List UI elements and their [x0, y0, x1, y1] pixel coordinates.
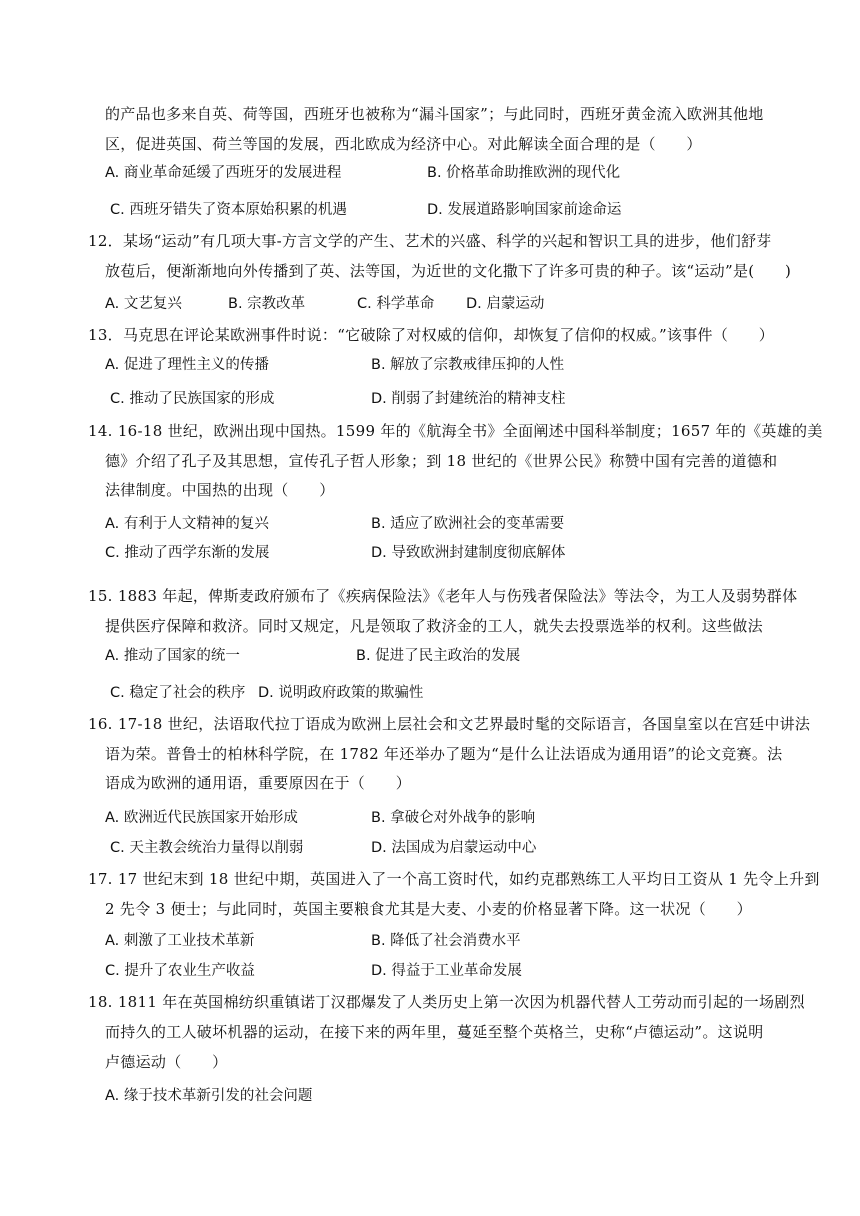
q14-option-b: B. 适应了欧洲社会的变革需要: [371, 516, 565, 532]
q12-option-a: A. 文艺复兴: [105, 296, 182, 312]
q15-stem-line-2: 提供医疗保障和救济。同时又规定，凡是领取了救济金的工人，就失去投票选举的权利。这些做法: [105, 617, 763, 635]
q12-option-b: B. 宗教改革: [228, 296, 306, 312]
q17-option-d: D. 得益于工业革命发展: [371, 963, 522, 979]
q18-stem-line-1: 18. 1811 年在英国棉纺织重镇诺丁汉郡爆发了人类历史上第一次因为机器代替人工劳动而引起的一场剧烈: [88, 993, 805, 1011]
q11-option-b: B. 价格革命助推欧洲的现代化: [427, 165, 621, 181]
q12-stem-line-1: 12．某场“运动”有几项大事-方言文学的产生、艺术的兴盛、科学的兴起和智识工具的进步，他们舒芽: [88, 232, 772, 250]
q14-stem-line-2: 德》介绍了孔子及其思想，宣传孔子哲人形象；到 18 世纪的《世界公民》称赞中国有完善的道德和: [105, 452, 778, 470]
q15-option-c: C. 稳定了社会的秩序: [110, 685, 246, 701]
q12-option-c: C. 科学革命: [357, 296, 435, 312]
q12-option-d: D. 启蒙运动: [466, 296, 545, 312]
q14-option-a: A. 有利于人文精神的复兴: [105, 516, 269, 532]
q16-stem-line-3: 语成为欧洲的通用语，重要原因在于（ ）: [105, 774, 412, 792]
q13-option-b: B. 解放了宗教戒律压抑的人性: [371, 357, 565, 373]
q13-option-a: A. 促进了理性主义的传播: [105, 357, 269, 373]
q11-stem-line-2: 区，促进英国、荷兰等国的发展，西北欧成为经济中心。对此解读全面合理的是（ ）: [105, 135, 702, 153]
q15-option-b: B. 促进了民主政治的发展: [356, 648, 521, 664]
q16-option-a: A. 欧洲近代民族国家开始形成: [105, 810, 298, 826]
q17-option-b: B. 降低了社会消费水平: [371, 933, 521, 949]
q13-option-c: C. 推动了民族国家的形成: [110, 391, 275, 407]
q17-option-a: A. 刺激了工业技术革新: [105, 933, 255, 949]
q14-stem-line-1: 14. 16-18 世纪，欧洲出现中国热。1599 年的《航海全书》全面阐述中国科举制度；1657 年的《英雄的美: [88, 422, 823, 440]
q16-stem-line-1: 16. 17-18 世纪，法语取代拉丁语成为欧洲上层社会和文艺界最时髦的交际语言，各国皇室以在宫廷中讲法: [88, 715, 811, 733]
q16-option-d: D. 法国成为启蒙运动中心: [371, 840, 537, 856]
q15-option-d: D. 说明政府政策的欺骗性: [258, 685, 424, 701]
q17-stem-line-2: 2 先令 3 便士；与此同时，英国主要粮食尤其是大麦、小麦的价格显著下降。这一状况（ ）: [105, 900, 752, 918]
q16-option-b: B. 拿破仑对外战争的影响: [371, 810, 536, 826]
q16-stem-line-2: 语为荣。普鲁士的柏林科学院，在 1782 年还举办了题为“是什么让法语成为通用语”的论文竞赛。法: [105, 745, 783, 763]
q16-option-c: C. 天主教会统治力量得以削弱: [110, 840, 304, 856]
q13-stem-line-1: 13．马克思在评论某欧洲事件时说：“它破除了对权威的信仰，却恢复了信仰的权威。”该事件（ ）: [88, 326, 775, 344]
q18-stem-line-2: 而持久的工人破坏机器的运动，在接下来的两年里，蔓延至整个英格兰，史称“卢德运动”。这说明: [105, 1023, 764, 1041]
q14-option-d: D. 导致欧洲封建制度彻底解体: [371, 545, 566, 561]
q14-stem-line-3: 法律制度。中国热的出现（ ）: [105, 481, 335, 499]
q17-stem-line-1: 17. 17 世纪末到 18 世纪中期，英国进入了一个高工资时代，如约克郡熟练工人平均日工资从 1 先令上升到: [88, 870, 820, 888]
q11-option-a: A. 商业革命延缓了西班牙的发展进程: [105, 165, 342, 181]
q18-stem-line-3: 卢德运动（ ）: [105, 1053, 228, 1071]
q17-option-c: C. 提升了农业生产收益: [105, 963, 255, 979]
q11-option-c: C. 西班牙错失了资本原始积累的机遇: [110, 202, 347, 218]
q15-option-a: A. 推动了国家的统一: [105, 648, 240, 664]
q12-stem-line-2: 放苞后，便渐渐地向外传播到了英、法等国，为近世的文化撒下了许多可贵的种子。该“运动”是( ): [105, 262, 792, 280]
q15-stem-line-1: 15. 1883 年起，俾斯麦政府颁布了《疾病保险法》《老年人与伤残者保险法》等法令，为工人及弱势群体: [88, 587, 798, 605]
q11-option-d: D. 发展道路影响国家前途命运: [427, 202, 622, 218]
q14-option-c: C. 推动了西学东渐的发展: [105, 545, 270, 561]
q18-option-a: A. 缘于技术革新引发的社会问题: [105, 1088, 313, 1104]
q11-stem-line-1: 的产品也多来自英、荷等国，西班牙也被称为“漏斗国家”；与此同时，西班牙黄金流入欧洲其他地: [105, 105, 764, 123]
q13-option-d: D. 削弱了封建统治的精神支柱: [371, 391, 566, 407]
